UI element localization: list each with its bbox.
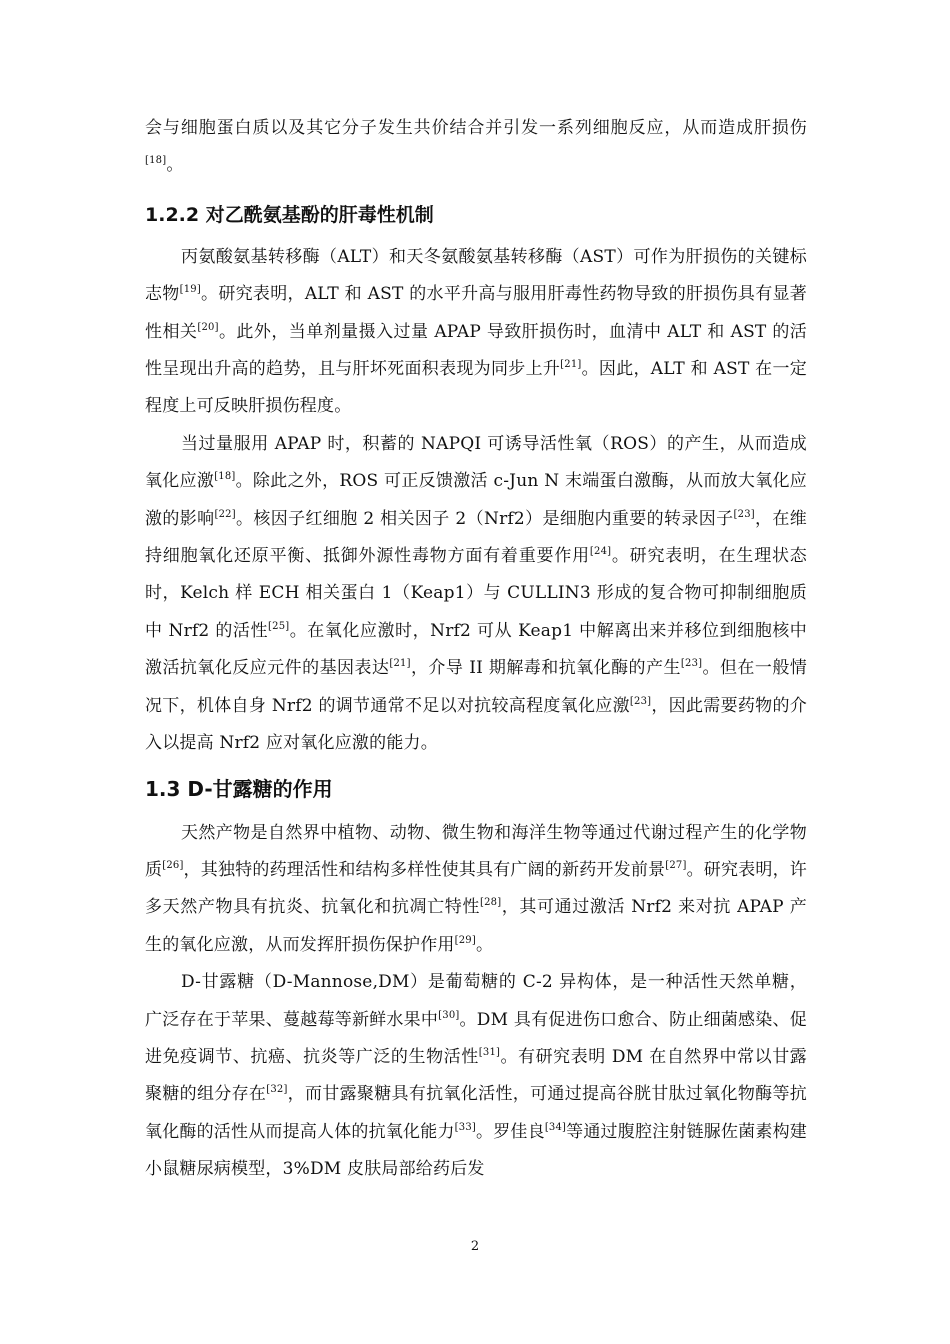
citation-marker: [21] xyxy=(389,658,411,670)
text-run: 。核因子红细胞 2 相关因子 2（Nrf2）是细胞内重要的转录因子 xyxy=(235,508,734,529)
text-run: 丙氨酸氨基转移酶（ALT）和天冬氨酸氨基转移酶（AST）可作为肝损伤的关键标志物 xyxy=(145,246,807,305)
text-run: ，而甘露聚糖具有抗氧化活性，可通过提高谷胱甘肽过氧化物酶等抗氧化酶的活性从而提高人体的抗氧化能力 xyxy=(145,1084,808,1142)
citation-marker: [29] xyxy=(454,934,476,946)
paragraph-ros-nrf2 xyxy=(145,426,807,763)
text-run: 。研究表明，许多天然产物具有抗炎、抗氧化和抗凋亡特性 xyxy=(145,859,808,918)
citation-marker: [21] xyxy=(560,359,582,371)
page-body xyxy=(145,110,807,1189)
citation-marker: [25] xyxy=(268,620,290,632)
citation-marker: [18] xyxy=(145,155,167,167)
text-run: 。但在一般情况下，机体自身 Nrf2 的调节通常不足以对抗较高程度氧化应激 xyxy=(145,658,807,716)
text-run: 。罗佳良 xyxy=(475,1121,545,1142)
citation-marker: [20] xyxy=(197,321,219,333)
text-run: 。在氧化应激时，Nrf2 可从 Keap1 中解离出来并移位到细胞核中激活抗氧化反应元件的基因表达 xyxy=(145,620,807,679)
citation-marker: [26] xyxy=(162,859,184,871)
page-number: 2 xyxy=(470,1239,480,1254)
text-run: 等通过腹腔注射链脲佐菌素构建小鼠糖尿病模型，3%DM 皮肤局部给药后发 xyxy=(145,1121,807,1180)
citation-marker: [34] xyxy=(544,1121,567,1133)
citation-marker: [33] xyxy=(454,1121,476,1133)
paragraph-d-mannose xyxy=(145,964,807,1188)
citation-marker: [22] xyxy=(214,508,236,520)
text-run: 。研究表明，ALT 和 AST 的水平升高与服用肝毒性药物导致的肝损伤具有显著性相关 xyxy=(145,284,807,342)
text-run: 。研究表明，在生理状态时，Kelch 样 ECH 相关蛋白 1（Keap1）与 CULLIN3 形成的复合物可抑制细胞质中 Nrf2 的活性 xyxy=(145,546,808,641)
section-heading-1-3: 1.3 D-甘露糖的作用 xyxy=(145,776,333,801)
text-run: 天然产物是自然界中植物、动物、微生物和海洋生物等通过代谢过程产生的化学物质 xyxy=(145,822,807,880)
citation-marker: [32] xyxy=(266,1084,288,1096)
text-run: 会与细胞蛋白质以及其它分子发生共价结合并引发一系列细胞反应，从而造成肝损伤 xyxy=(145,118,807,138)
text-run: 。除此之外，ROS 可正反馈激活 c-Jun N 末端蛋白激酶，从而放大氧化应激的影响 xyxy=(145,471,807,529)
text-run: 。DM 具有促进伤口愈合、防止细菌感染、促进免疫调节、抗癌、抗炎等广泛的生物活性 xyxy=(145,1009,807,1067)
paragraph-intro xyxy=(145,110,807,185)
text-run: D-甘露糖（D-Mannose,DM）是葡萄糖的 C-2 异构体，是一种活性天然单糖，广泛存在于苹果、蔓越莓等新鲜水果中 xyxy=(145,972,807,1030)
text-run: ，在维持细胞氧化还原平衡、抵御外源性毒物方面有着重要作用 xyxy=(145,508,807,567)
citation-marker: [23] xyxy=(680,658,703,670)
text-run: 。 xyxy=(166,155,184,176)
text-run: 。因此，ALT 和 AST 在一定程度上可反映肝损伤程度。 xyxy=(145,359,807,417)
citation-marker: [23] xyxy=(733,508,755,520)
text-run: ，其独特的药理活性和结构多样性使其具有广阔的新药开发前景 xyxy=(183,859,666,880)
text-run: 。此外，当单剂量摄入过量 APAP 导致肝损伤时，血清中 ALT 和 AST 的活性呈现出升高的趋势，且与肝坏死面积表现为同步上升 xyxy=(145,321,807,380)
citation-marker: [31] xyxy=(478,1046,501,1058)
section-heading-1-2-2: 1.2.2 对乙酰氨基酚的肝毒性机制 xyxy=(145,203,434,226)
citation-marker: [28] xyxy=(480,897,502,909)
citation-marker: [19] xyxy=(179,284,201,296)
text-run: ，介导 II 期解毒和抗氧化酶的产生 xyxy=(410,658,681,679)
citation-marker: [18] xyxy=(214,471,236,483)
citation-marker: [27] xyxy=(665,859,687,871)
paragraph-natural-products xyxy=(145,815,807,965)
citation-marker: [24] xyxy=(589,546,612,558)
text-run: ，其可通过激活 Nrf2 来对抗 APAP 产生的氧化应激，从而发挥肝损伤保护作用 xyxy=(145,897,807,955)
text-run: 当过量服用 APAP 时，积蓄的 NAPQI 可诱导活性氧（ROS）的产生，从而造成氧化应激 xyxy=(145,433,807,492)
citation-marker: [23] xyxy=(629,695,652,707)
text-run: 。 xyxy=(475,934,494,955)
paragraph-alt-ast xyxy=(145,239,807,426)
citation-marker: [30] xyxy=(438,1009,460,1021)
text-run: ，因此需要药物的介入以提高 Nrf2 应对氧化应激的能力。 xyxy=(145,695,807,754)
text-run: 。有研究表明 DM 在自然界中常以甘露聚糖的组分存在 xyxy=(145,1046,807,1105)
